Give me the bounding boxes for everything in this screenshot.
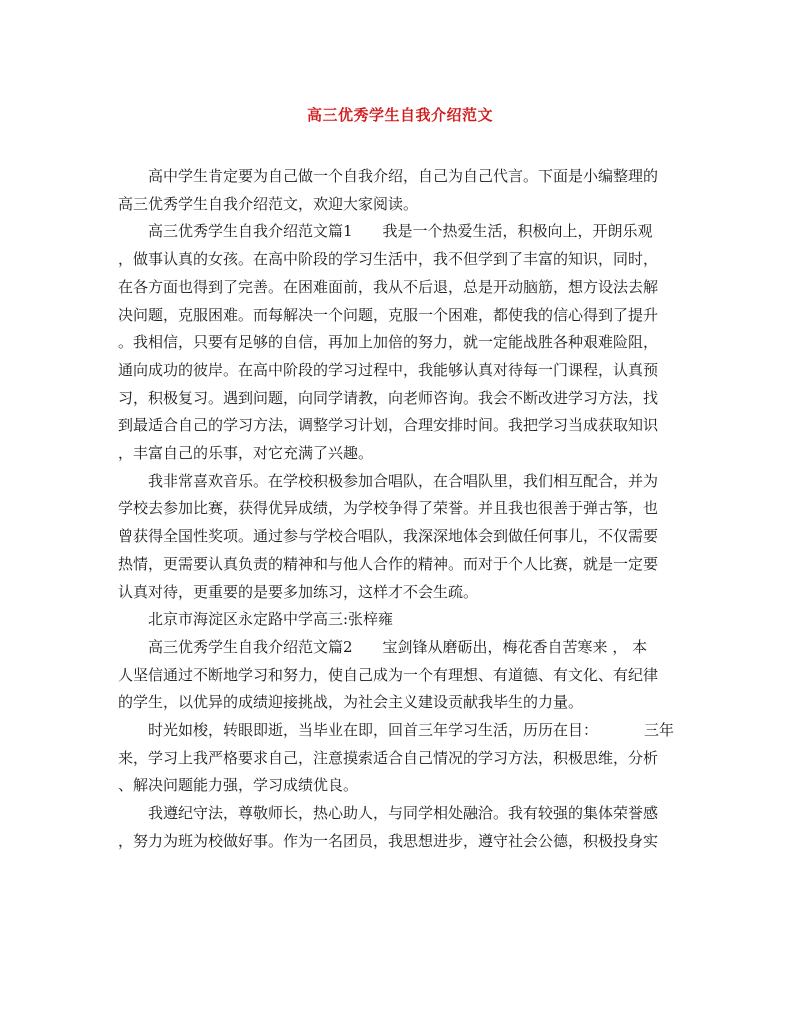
section-heading-1: 高三优秀学生自我介绍范文篇1 [148, 222, 353, 241]
paragraph-line: 决问题，克服困难。而每解决一个问题，克服一个困难，都使我的信心得到了提升 [118, 305, 659, 324]
paragraph-line: 来，学习上我严格要求自己，注意摸索适合自己情况的学习方法，积极思维，分析 [118, 748, 659, 767]
author-line: 北京市海淀区永定路中学高三:张梓雍 [148, 610, 394, 629]
paragraph-line: 习，积极复习。遇到问题，向同学请教，向老师咨询。我会不断改进学习方法，找 [118, 388, 659, 407]
paragraph-line: 的学生，以优异的成绩迎接挑战，为社会主义建设贡献我毕生的力量。 [118, 693, 584, 712]
paragraph-text: 我是一个热爱生活，积极向上，开朗乐观 [382, 222, 653, 241]
paragraph-line: 人坚信通过不断地学习和努力，使自己成为一个有理想、有道德、有文化、有纪律 [118, 665, 659, 684]
paragraph-line: ，做事认真的女孩。在高中阶段的学习生活中，我不但学到了丰富的知识，同时， [118, 250, 659, 269]
paragraph-line: ，丰富自己的乐事，对它充满了兴趣。 [118, 444, 374, 463]
paragraph-line [118, 717, 688, 745]
paragraph-line: 热情，更需要认真负责的精神和与他人合作的精神。而对于个人比赛，就是一定要 [118, 554, 659, 573]
paragraph-text: 时光如梭，转眼即逝，当毕业在即，回首三年学习生活，历历在目： [148, 721, 599, 740]
paragraph-line: 高三优秀学生自我介绍范文，欢迎大家阅读。 [118, 194, 419, 213]
paragraph-text: 三年 [644, 721, 675, 740]
paragraph-text: 宝剑锋从磨砺出，梅花香自苦寒来 ， 本 [382, 637, 648, 656]
paragraph-line: 曾获得全国性奖项。通过参与学校合唱队，我深深地体会到做任何事儿，不仅需要 [118, 527, 659, 546]
paragraph-line: 到最适合自己的学习方法，调整学习计划，合理安排时间。我把学习当成获取知识 [118, 416, 659, 435]
paragraph-line: 认真对待，更重要的是要多加练习，这样才不会生疏。 [118, 582, 479, 601]
paragraph-line: 、解决问题能力强，学习成绩优良。 [118, 776, 359, 795]
paragraph-line: 通向成功的彼岸。在高中阶段的学习过程中，我能够认真对待每一门课程，认真预 [118, 360, 659, 379]
section-heading-2: 高三优秀学生自我介绍范文篇2 [148, 637, 353, 656]
paragraph-line [118, 634, 688, 662]
paragraph-line: 学校去参加比赛，获得优异成绩，为学校争得了荣誉。并且我也很善于弹古筝，也 [118, 499, 659, 518]
paragraph-line [118, 218, 688, 246]
document-body [118, 163, 688, 856]
paragraph-line: 在各方面也得到了完善。在困难面前，我从不后退，总是开动脑筋，想方设法去解 [118, 277, 659, 296]
paragraph-line: 我非常喜欢音乐。在学校积极参加合唱队，在合唱队里，我们相互配合，并为 [148, 471, 659, 490]
paragraph-line: 高中学生肯定要为自己做一个自我介绍，自己为自己代言。下面是小编整理的 [148, 167, 659, 185]
paragraph-line: ，努力为班为校做好事。作为一名团员，我思想进步，遵守社会公德，积极投身实 [118, 831, 659, 850]
document-title: 高三优秀学生自我介绍范文 [306, 106, 493, 124]
paragraph-line: 。我相信，只要有足够的自信，再加上加倍的努力，就一定能战胜各种艰难险阻， [118, 333, 659, 352]
paragraph-line: 我遵纪守法，尊敬师长，热心助人，与同学相处融洽。我有较强的集体荣誉感 [148, 804, 659, 823]
